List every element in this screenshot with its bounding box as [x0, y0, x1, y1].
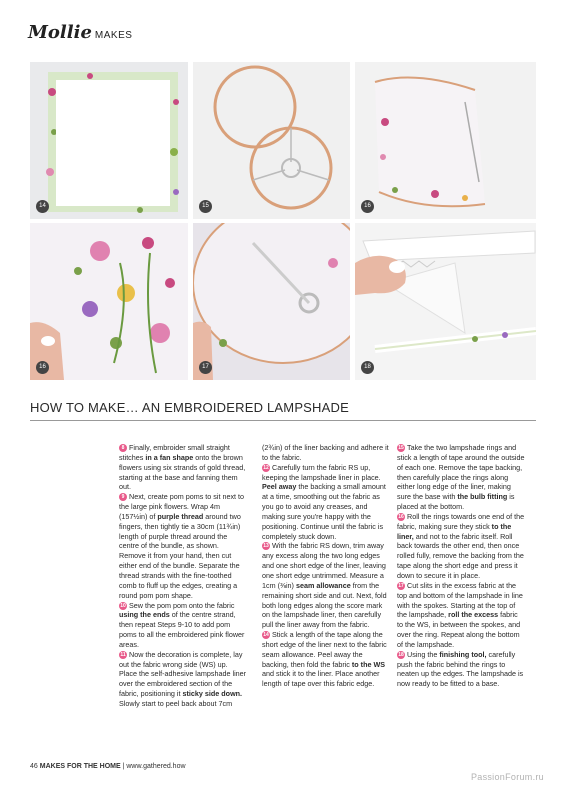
- step-number: 16: [398, 513, 404, 520]
- brand-logo: Mollie: [28, 22, 92, 43]
- step-17-paragraph: 17 Cut slits in the excess fabric at the top and bottom of the lampshade in line with the spokes. Starting at the top of the lampshade, roll the excess fabric to the WS, in between the spokes, and over the ring. Repeat along the bottom of the lampshade.: [397, 580, 523, 649]
- photo-step-15: [193, 62, 350, 219]
- step-number: 9: [119, 493, 127, 501]
- step-14-paragraph: 14 Stick a length of the tape along the short edge of the liner next to the fabric seam allowance. Peel away the backing, then fold the fabric to the WS and stick it to the liner. Place another length of tape over this fabric edge.: [262, 630, 387, 689]
- step-12-paragraph: 12 Carefully turn the fabric RS up, keeping the lampshade liner in place. Peel away the backing a small amount at a time, smoothing out the fabric as you go to avoid any creases, and making sure you're happy with the positioning. Continue until the fabric is completely stuck down.: [262, 462, 386, 541]
- step-15-paragraph: 15 Take the two lampshade rings and stick a length of tape around the outside of each one. Remove the tape backing, then carefully place the rings along either long edge of the liner, making sure the base with the bulb fitting is placed at the bottom.: [397, 443, 525, 512]
- photo-18-art: [355, 223, 536, 380]
- step-16-paragraph: 16 Roll the rings towards one end of the fabric, making sure they stick to the liner, and not to the fabric itself. Roll back towards the other end, then once rolled fully, remove the backing from the tape along the short edge and press it down to secure it in place.: [397, 511, 525, 580]
- step-number: 8: [119, 444, 127, 452]
- step-number: 14: [263, 632, 269, 639]
- step-badge: 16: [36, 361, 49, 374]
- text-column-2: [262, 443, 390, 689]
- step-badge: 16: [361, 200, 374, 213]
- photo-17-art: [193, 223, 350, 380]
- step-number: 15: [398, 445, 404, 451]
- step-13-paragraph: 13 With the fabric RS down, trim away any excess along the two long edges and one short edge of the liner, leaving one short edge untrimmed. Measure a 1cm (⅜in) seam allowance from the remaining short side and cut. Next, fold both long edges along the score mark on the lampshade liner, then carefully pull the liner away from the fabric.: [262, 541, 387, 630]
- step-badge: 18: [361, 361, 374, 374]
- photo-16-art: [355, 62, 536, 219]
- step-number: 18: [398, 651, 404, 658]
- footer-section: MAKES FOR THE HOME: [39, 763, 121, 770]
- step-8-paragraph: 8 Finally, embroider small straight stitches in a fan shape onto the brown flowers using six strands of gold thread, starting at the base and fanning them out.: [119, 443, 246, 492]
- step-badge: 15: [199, 200, 212, 213]
- brand-suffix: MAKES: [94, 30, 133, 41]
- footer-url[interactable]: www.gathered.how: [126, 763, 186, 770]
- watermark: PassionForum.ru: [470, 772, 544, 782]
- photo-16b-art: [30, 223, 188, 380]
- step-11-paragraph: 11 Now the decoration is complete, lay out the fabric wrong side (WS) up. Place the self-adhesive lampshade liner over the embroidered section of the fabric, positioning it sticky side down. Slowly start to peel back about 7cm: [119, 649, 247, 708]
- photo-14-art: [30, 62, 188, 219]
- page-footer: [30, 763, 186, 770]
- step-badge: 14: [36, 200, 49, 213]
- text-column-3: [397, 443, 525, 689]
- step-number: 13: [263, 543, 269, 550]
- photo-step-14: [30, 62, 188, 219]
- photo-step-16-bottom: [30, 223, 188, 380]
- page-number: 46: [30, 763, 38, 770]
- photo-15-art: [193, 62, 350, 219]
- step-number: 17: [398, 582, 404, 589]
- step-18-paragraph: 18 Using the finishing tool, carefully push the fabric behind the rings to neaten up the edges. The lampshade is now ready to be fitted to a base.: [397, 649, 524, 689]
- step-number: 10: [120, 602, 126, 609]
- photo-step-17: [193, 223, 350, 380]
- step-number: 12: [263, 464, 269, 471]
- step-9-paragraph: 9 Next, create pom poms to sit next to the large pink flowers. Wrap 4m (157½in) of purple thread around two fingers, then tightly tie a 30cm (11¾in) length of purple thread around the centre of the bundle, as shown. Remove it from your hand, then cut either end of the bundle. Separate the thread strands with the fine-toothed comb to fluff up the edges, creating a round pom pom shape.: [119, 492, 245, 600]
- step-11-continued: (2¾in) of the liner backing and adhere it to the fabric.: [262, 443, 389, 462]
- step-number: 11: [120, 651, 126, 658]
- magazine-header: [28, 22, 133, 43]
- footer-separator: |: [122, 763, 125, 770]
- step-badge: 17: [199, 361, 212, 374]
- section-title: HOW TO MAKE… AN EMBROIDERED LAMPSHADE: [30, 400, 536, 421]
- step-10-paragraph: 10 Sew the pom pom onto the fabric using the ends of the centre strand, then repeat Steps 9-10 to add pom poms to all the embroidered pink flower areas.: [119, 600, 245, 649]
- text-column-1: [119, 443, 247, 709]
- photo-step-18: [355, 223, 536, 380]
- photo-step-16-top: [355, 62, 536, 219]
